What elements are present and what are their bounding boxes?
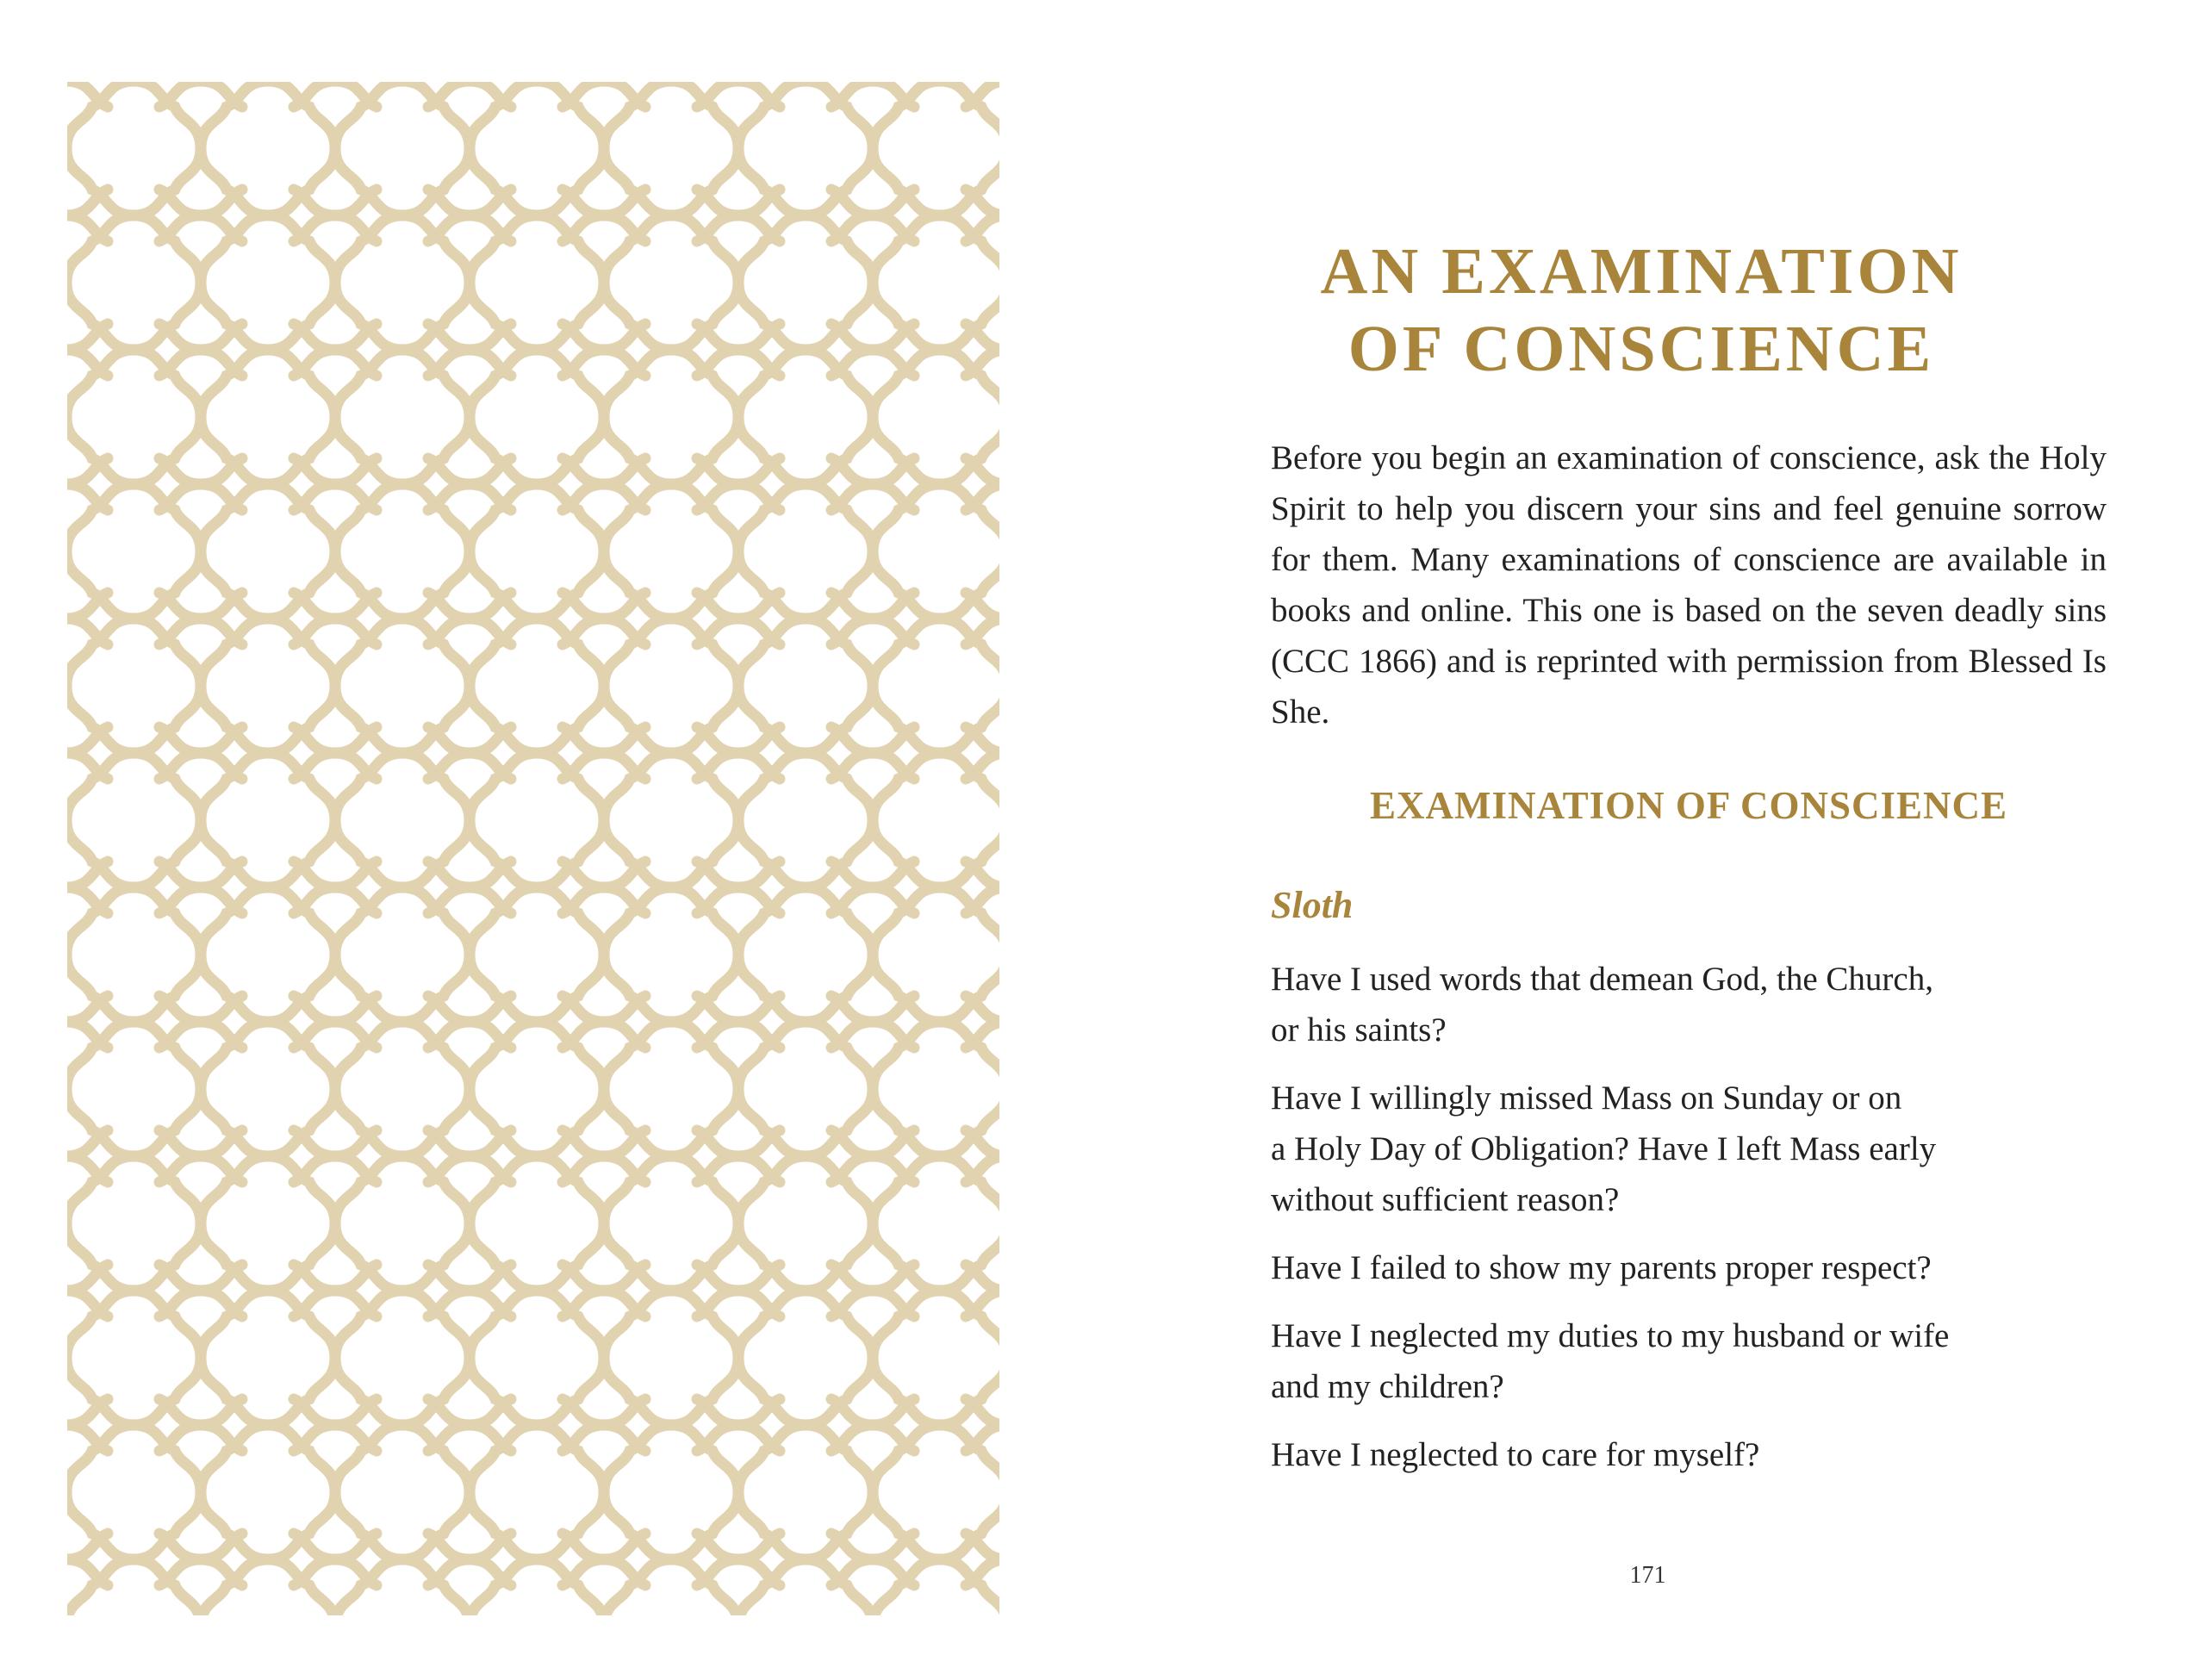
question-line: Have I neglected my duties to my husband or wife xyxy=(1271,1317,1950,1354)
question-line: Have I willingly missed Mass on Sunday or on xyxy=(1271,1080,1902,1117)
right-page xyxy=(1098,0,2197,1680)
question-line: without sufficient reason? xyxy=(1271,1181,1620,1218)
question-line: Have I neglected to care for myself? xyxy=(1271,1436,1760,1473)
question-item xyxy=(1271,954,2046,1055)
pattern-svg xyxy=(67,82,999,1615)
chapter-title-line1: AN EXAMINATION xyxy=(1320,235,1963,308)
chapter-title xyxy=(1254,233,2029,388)
left-page xyxy=(0,0,1098,1680)
question-list xyxy=(1271,954,2046,1497)
section-heading: EXAMINATION OF CONSCIENCE xyxy=(1369,784,2008,827)
question-line: and my children? xyxy=(1271,1368,1504,1405)
question-line: or his saints? xyxy=(1271,1011,1447,1048)
question-line: Have I used words that demean God, the Church, xyxy=(1271,961,1933,998)
subsection-heading-sloth: Sloth xyxy=(1271,884,1354,926)
question-item xyxy=(1271,1073,2046,1225)
intro-paragraph: Before you begin an examination of conscience, ask the Holy Spirit to help you discern your sins and feel genuine sorrow for them. Many examinations of conscience are available in books and online. This one is based on the seven deadly sins (CCC 1866) and is reprinted with permission from Blessed Is She. xyxy=(1271,439,2107,731)
question-item xyxy=(1271,1310,2046,1412)
question-item xyxy=(1271,1242,2046,1293)
question-line: Have I failed to show my parents proper respect? xyxy=(1271,1249,1932,1286)
quatrefoil-lattice-pattern xyxy=(67,82,999,1615)
chapter-title-line2: OF CONSCIENCE xyxy=(1347,313,1935,385)
page-number: 171 xyxy=(1629,1562,1666,1589)
question-item xyxy=(1271,1429,2046,1480)
question-line: a Holy Day of Obligation? Have I left Mass early xyxy=(1271,1130,1937,1167)
